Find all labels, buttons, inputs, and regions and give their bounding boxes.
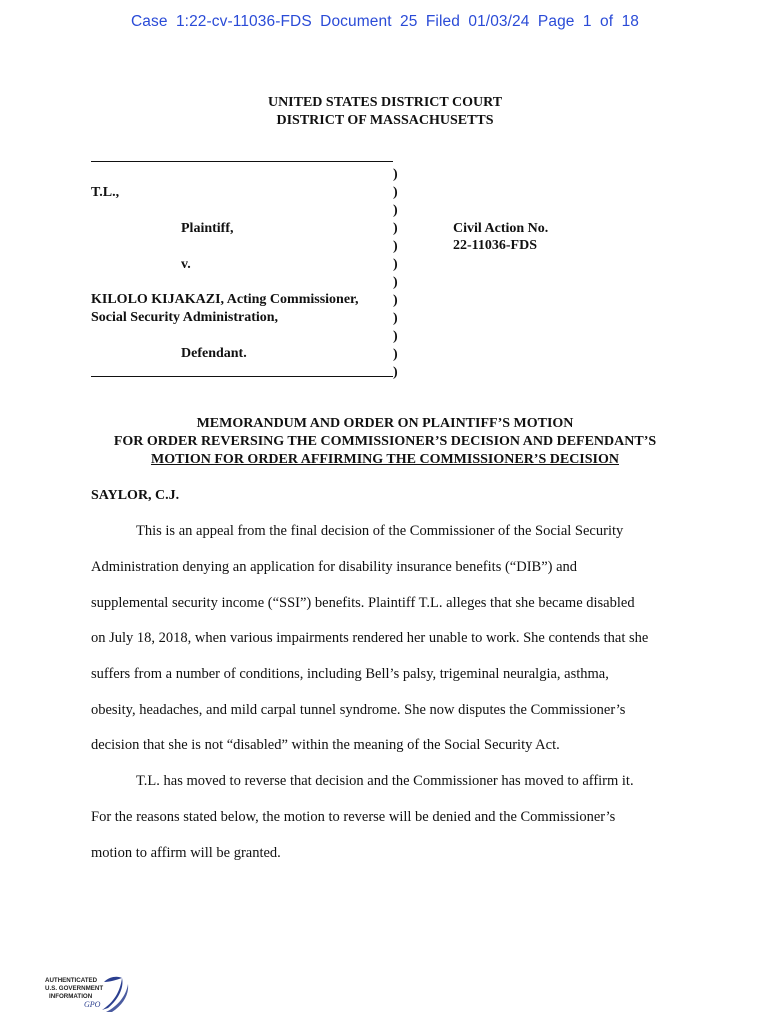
court-district: DISTRICT OF MASSACHUSETTS: [276, 113, 494, 128]
body-line: T.L. has moved to reverse that decision and the Commissioner has moved to affirm it.: [136, 773, 634, 789]
body-line: Administration denying an application for disability insurance benefits (“DIB”) and: [91, 559, 578, 575]
body-line: supplemental security income (“SSI”) benefits. Plaintiff T.L. alleges that she became disabled: [91, 595, 635, 611]
seal-line3: INFORMATION: [49, 993, 93, 1000]
body-line: obesity, headaches, and mild carpal tunnel syndrome. She now disputes the Commissioner’s: [91, 702, 626, 718]
defendant-role: Defendant.: [181, 346, 247, 361]
plaintiff-name: T.L.,: [91, 185, 120, 200]
memo-title-line1: MEMORANDUM AND ORDER ON PLAINTIFF’S MOTION: [196, 416, 574, 431]
memo-title-line3-text: MOTION FOR ORDER AFFIRMING THE COMMISSIONER’S DECISION: [150, 452, 619, 467]
civil-action-label: Civil Action No.: [453, 221, 549, 236]
judge-name: SAYLOR, C.J.: [91, 488, 180, 503]
body-line: For the reasons stated below, the motion to reverse will be denied and the Commissioner’s: [91, 809, 616, 825]
versus: v.: [181, 257, 191, 272]
gpo-authentication-seal: [44, 972, 130, 1018]
seal-line1: AUTHENTICATED: [45, 977, 98, 984]
body-line: decision that she is not “disabled” within the meaning of the Social Security Act.: [91, 737, 560, 753]
body-line: suffers from a number of conditions, including Bell’s palsy, trigeminal neuralgia, asthma,: [91, 666, 609, 682]
ecf-header: Case 1:22-cv-11036-FDS Document 25 Filed 01/03/24 Page 1 of 18: [130, 13, 640, 30]
plaintiff-role: Plaintiff,: [181, 221, 234, 236]
civil-action-number: 22-11036-FDS: [453, 238, 537, 253]
gpo-eagle-icon: [44, 972, 130, 1018]
body-line: This is an appeal from the final decision of the Commissioner of the Social Security: [136, 523, 624, 539]
caption-bottom-rule: [91, 376, 393, 377]
caption-paren-column: ) ) ) ) ) ) ) ) ) ) ) ): [393, 167, 398, 380]
caption-top-rule: [91, 161, 393, 162]
defendant-name: KILOLO KIJAKAZI, Acting Commissioner,: [91, 292, 359, 307]
body-line: on July 18, 2018, when various impairments rendered her unable to work. She contends that she: [91, 630, 649, 646]
defendant-agency: Social Security Administration,: [91, 310, 279, 325]
body-line: motion to affirm will be granted.: [91, 845, 281, 861]
seal-line2: U.S. GOVERNMENT: [45, 985, 104, 992]
memo-title-line2: FOR ORDER REVERSING THE COMMISSIONER’S DECISION AND DEFENDANT’S: [113, 434, 657, 449]
memo-title-line3: [0, 452, 770, 468]
seal-gpo-mark: GPO: [84, 1000, 101, 1009]
court-name: UNITED STATES DISTRICT COURT: [267, 95, 503, 110]
